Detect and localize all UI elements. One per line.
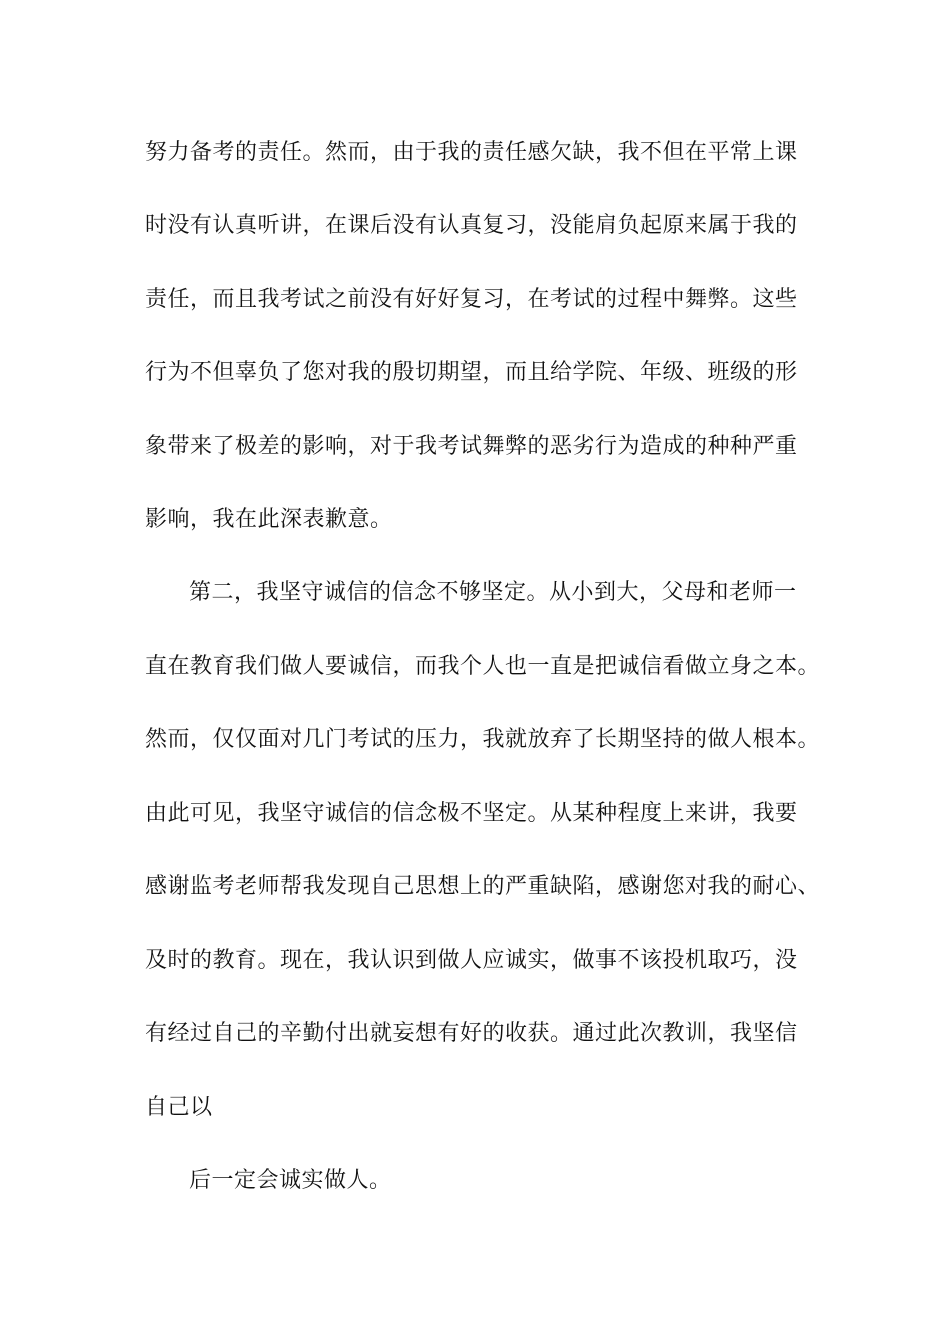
text-line-7-paragraph-start: 第二，我坚守诚信的信念不够坚定。从小到大，父母和老师一 [189,580,797,605]
text-line-5: 象带来了极差的影响，对于我考试舞弊的恶劣行为造成的种种严重 [145,434,798,459]
text-line-9: 然而，仅仅面对几门考试的压力，我就放弃了长期坚持的做人根本。 [145,727,821,752]
text-line-15-paragraph-start: 后一定会诚实做人。 [189,1168,392,1193]
text-line-4: 行为不但辜负了您对我的殷切期望，而且给学院、年级、班级的形 [145,360,798,385]
text-line-1: 努力备考的责任。然而，由于我的责任感欠缺，我不但在平常上课 [145,140,798,165]
text-line-13: 有经过自己的辛勤付出就妄想有好的收获。通过此次教训，我坚信 [145,1021,798,1046]
text-line-6: 影响，我在此深表歉意。 [145,507,393,532]
text-line-3: 责任，而且我考试之前没有好好复习，在考试的过程中舞弊。这些 [145,287,798,312]
text-line-12: 及时的教育。现在，我认识到做人应诚实，做事不该投机取巧，没 [145,948,798,973]
text-line-8: 直在教育我们做人要诚信，而我个人也一直是把诚信看做立身之本。 [145,654,821,679]
text-line-2: 时没有认真听讲，在课后没有认真复习，没能肩负起原来属于我的 [145,213,798,238]
text-line-11: 感谢监考老师帮我发现自己思想上的严重缺陷，感谢您对我的耐心、 [145,874,821,899]
text-line-10: 由此可见，我坚守诚信的信念极不坚定。从某种程度上来讲，我要 [145,801,798,826]
text-line-14: 自己以 [145,1095,213,1120]
